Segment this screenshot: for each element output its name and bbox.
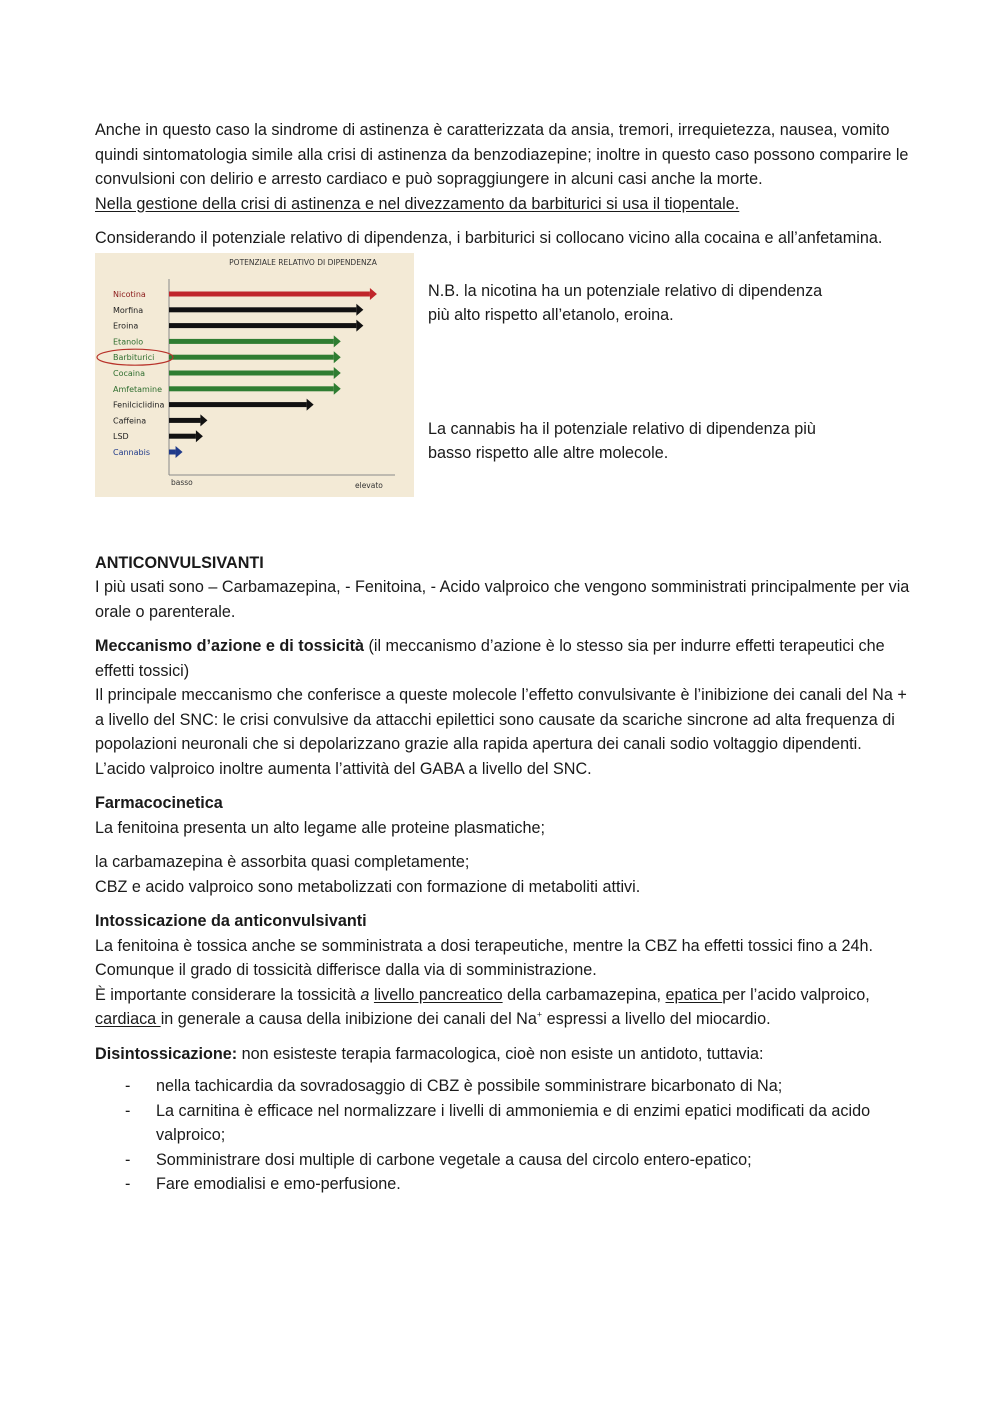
cannabis-note: La cannabis ha il potenziale relativo di dipendenza più basso rispetto alle altre molecole. bbox=[428, 419, 816, 462]
category-label: Cocaina bbox=[113, 368, 145, 378]
bar bbox=[169, 354, 334, 359]
dependency-paragraph: Considerando il potenziale relativo di dipendenza, i barbiturici si collocano vicino alla cocaina e all’anfetamina. bbox=[95, 229, 883, 247]
intoxication-title: Intossicazione da anticonvulsivanti bbox=[95, 912, 367, 930]
category-label: Caffeina bbox=[113, 415, 147, 425]
x-low-label: basso bbox=[171, 477, 193, 487]
list-dash: - bbox=[125, 1150, 131, 1169]
list-item-text: La carnitina è efficace nel normalizzare i livelli di ammoniemia e di enzimi epatici modificati da acido valproico; bbox=[156, 1101, 871, 1144]
category-label: Fenilciclidina bbox=[113, 400, 165, 410]
bar bbox=[169, 402, 307, 407]
bar bbox=[169, 323, 356, 328]
bar-arrowhead bbox=[334, 351, 341, 363]
category-label: LSD bbox=[113, 431, 129, 441]
pancreatic-underline: livello pancreatico bbox=[373, 985, 503, 1004]
intoxication-text: La fenitoina è tossica anche se somministrata a dosi terapeutiche, mentre la CBZ ha effetti tossici fino a 24h. Comunque il grado di tossicità differisce dalla via di somministrazione. bbox=[95, 936, 874, 979]
list-item-text: Fare emodialisi e emo-perfusione. bbox=[156, 1175, 401, 1193]
detox-title: Disintossicazione: bbox=[95, 1044, 238, 1063]
mechanism-title: Meccanismo d’azione e di tossicità bbox=[95, 637, 364, 655]
bar-arrowhead bbox=[200, 414, 207, 426]
list-item bbox=[95, 1172, 910, 1197]
bar-arrowhead bbox=[370, 288, 377, 300]
category-label: Morfina bbox=[113, 305, 144, 315]
bar-arrowhead bbox=[307, 398, 314, 410]
list-item bbox=[95, 1099, 910, 1148]
tiopentale-note: Nella gestione della crisi di astinenza e nel divezzamento da barbiturici si usa il tiopentale. bbox=[95, 194, 740, 213]
metabolites-text: CBZ e acido valproico sono metabolizzati con formazione di metaboliti attivi. bbox=[95, 877, 641, 896]
list-dash: - bbox=[125, 1175, 131, 1193]
figure-row bbox=[95, 253, 910, 499]
category-label: Etanolo bbox=[113, 336, 144, 346]
intro-paragraph bbox=[95, 118, 910, 216]
anticonvulsivanti-intro: I più usati sono – Carbamazepina, - Fenitoina, - Acido valproico che vengono somministrati principalmente per via orale o parenterale. bbox=[95, 578, 910, 621]
dependency-chart-svg bbox=[95, 253, 414, 497]
tox-text-italic: a bbox=[360, 985, 370, 1004]
section-heading bbox=[95, 551, 910, 576]
bar bbox=[169, 386, 334, 391]
na-superscript: + bbox=[536, 1009, 543, 1020]
bar-arrowhead bbox=[356, 319, 363, 331]
tox-text-e: in generale a causa della inibizione dei canali del Na bbox=[160, 1010, 537, 1028]
bar bbox=[169, 449, 176, 454]
category-label: Eroina bbox=[113, 321, 139, 331]
document-page bbox=[95, 118, 910, 1197]
list-item-text: nella tachicardia da sovradosaggio di CBZ è possibile somministrare bicarbonato di Na; bbox=[156, 1077, 783, 1095]
list-item-text: Somministrare dosi multiple di carbone vegetale a causa del circolo entero-epatico; bbox=[156, 1150, 752, 1169]
bar bbox=[169, 417, 200, 422]
list-dash: - bbox=[125, 1101, 131, 1120]
intoxication-paragraph bbox=[95, 909, 910, 1032]
bar bbox=[169, 370, 334, 375]
bar bbox=[169, 433, 196, 438]
detox-list bbox=[95, 1074, 910, 1197]
bar-arrowhead bbox=[196, 430, 203, 442]
list-item bbox=[95, 1148, 910, 1173]
chart-title: POTENZIALE RELATIVO DI DIPENDENZA bbox=[229, 257, 377, 267]
detox-text: non esisteste terapia farmacologica, cioè non esiste un antidoto, tuttavia: bbox=[237, 1044, 764, 1063]
mechanism-text: Il principale meccanismo che conferisce a queste molecole l’effetto convulsivante è l’inibizione dei canali del Na + a livello del SNC: le crisi convulsive da attacchi epilettici sono causate da scariche sincrone ad alta frequenza di popolazioni neuronali che si depolarizzano grazie alla rapida apertura dei canali sodio voltaggio dipendenti. bbox=[95, 686, 907, 753]
tox-text-a: È importante considerare la tossicità bbox=[95, 985, 361, 1004]
detox-paragraph bbox=[95, 1042, 910, 1067]
category-label: Barbiturici bbox=[113, 352, 155, 362]
category-label: Amfetamine bbox=[113, 384, 163, 394]
category-label: Cannabis bbox=[113, 447, 150, 457]
anticonvulsivanti-heading: ANTICONVULSIVANTI bbox=[95, 553, 264, 572]
pharmacokinetics-paragraph-2 bbox=[95, 850, 910, 899]
bar bbox=[169, 338, 334, 343]
bar-arrowhead bbox=[334, 335, 341, 347]
pharmacokinetics-paragraph bbox=[95, 791, 910, 840]
bar bbox=[169, 291, 370, 296]
list-item bbox=[95, 1074, 910, 1099]
intro-text: Anche in questo caso la sindrome di astinenza è caratterizzata da ansia, tremori, irrequietezza, nausea, vomito quindi sintomatologia simile alla crisi di astinenza da benzodiazepine; inoltre in questo caso possono comparire le convulsioni con delirio e arresto cardiaco e può sopraggiungere in alcuni casi anche la morte. bbox=[95, 121, 909, 188]
hepatic-underline: epatica bbox=[665, 985, 723, 1004]
valproic-gaba-text: L’acido valproico inoltre aumenta l’attività del GABA a livello del SNC. bbox=[95, 759, 592, 778]
fenitoina-text: La fenitoina presenta un alto legame alle proteine plasmatiche; bbox=[95, 818, 545, 837]
bar-arrowhead bbox=[334, 382, 341, 394]
bar-arrowhead bbox=[334, 367, 341, 379]
mechanism-paragraph bbox=[95, 634, 910, 781]
dependency-chart bbox=[95, 253, 414, 497]
bar-arrowhead bbox=[356, 303, 363, 315]
x-high-label: elevato bbox=[355, 480, 383, 490]
tox-text-d: per l’acido valproico, bbox=[722, 985, 870, 1004]
category-label: Nicotina bbox=[113, 289, 146, 299]
pharmacokinetics-title: Farmacocinetica bbox=[95, 794, 223, 812]
mechanism-paren: (il meccanismo d’azione è lo stesso sia per indurre effetti terapeutici che effetti tossici) bbox=[95, 637, 885, 680]
bar bbox=[169, 307, 356, 312]
tox-text-c: della carbamazepina, bbox=[502, 985, 666, 1004]
nicotine-note: N.B. la nicotina ha un potenziale relativo di dipendenza più alto rispetto all’etanolo, eroina. bbox=[428, 281, 823, 324]
list-dash: - bbox=[125, 1077, 131, 1095]
tox-text-f: espressi a livello del miocardio. bbox=[542, 1010, 771, 1028]
bar-arrowhead bbox=[176, 446, 183, 458]
cardiac-underline: cardiaca bbox=[95, 1010, 161, 1028]
carbamazepina-text: la carbamazepina è assorbita quasi completamente; bbox=[95, 853, 470, 871]
